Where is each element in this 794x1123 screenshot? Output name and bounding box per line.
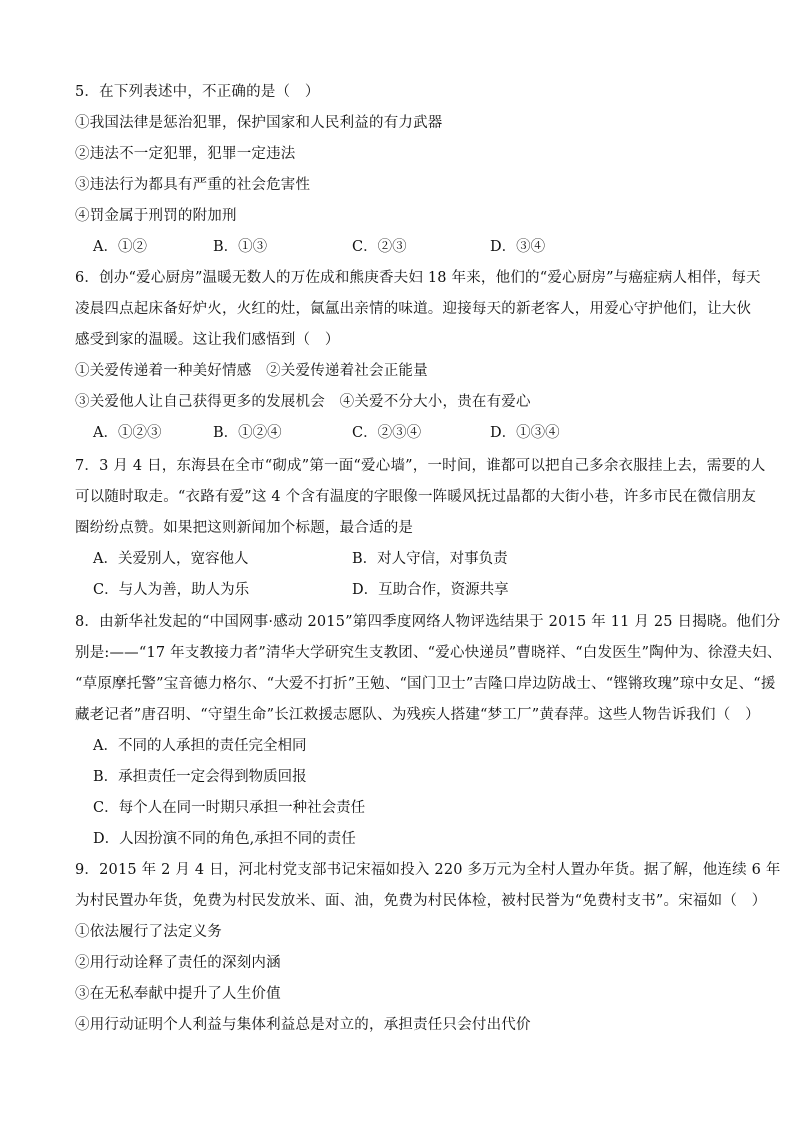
q6-item-1-2: ①关爱传递着一种美好情感 ②关爱传递着社会正能量	[75, 363, 428, 379]
q5-item-2: ②违法不一定犯罪，犯罪一定违法	[75, 146, 296, 162]
q5-item-1: ①我国法律是惩治犯罪，保护国家和人民利益的有力武器	[75, 115, 443, 131]
q6-option-a: A．①②③	[93, 425, 162, 441]
q8-option-a: A．不同的人承担的责任完全相同	[93, 738, 307, 754]
q5-option-c: C．②③	[352, 239, 407, 255]
q6-stem-line-2: 凌晨四点起床备好炉火，火红的灶，氤氲出亲情的味道。迎接每天的新老客人，用爱心守护他们，让大伙	[75, 301, 752, 317]
q5-item-3: ③违法行为都具有严重的社会危害性	[75, 177, 311, 193]
q8-stem-line-2: 别是:——“17 年支教接力者”清华大学研究生支教团、“爱心快递员”曹晓祥、“白发医生”陶仲为、徐澄夫妇、	[75, 645, 782, 661]
q7-option-c: C．与人为善，助人为乐	[93, 582, 250, 598]
q8-stem-line-3: “草原摩托警”宝音德力格尔、“大爱不打折”王勉、“国门卫士”吉隆口岸边防战士、“铿锵玫瑰”琼中女足、“援	[75, 676, 776, 692]
q6-item-3-4: ③关爱他人让自己获得更多的发展机会 ④关爱不分大小，贵在有爱心	[75, 394, 531, 410]
q8-option-d: D．人因扮演不同的角色,承担不同的责任	[93, 831, 356, 847]
q5-item-4: ④罚金属于刑罚的附加刑	[75, 208, 237, 224]
q7-option-d: D．互助合作，资源共享	[352, 582, 509, 598]
q8-stem-line-4: 藏老记者”唐召明、“守望生命”长江救援志愿队、为残疾人搭建“梦工厂”黄春萍。这些人物告诉我们（ ）	[75, 707, 760, 723]
q9-stem-line-2: 为村民置办年货，免费为村民发放米、面、油，免费为村民体检，被村民誉为“免费村支书”。宋福如（ ）	[75, 893, 767, 909]
q9-item-4: ④用行动证明个人利益与集体利益总是对立的，承担责任只会付出代价	[75, 1017, 531, 1033]
q9-item-2: ②用行动诠释了责任的深刻内涵	[75, 955, 281, 971]
q9-item-3: ③在无私奉献中提升了人生价值	[75, 986, 281, 1002]
q6-option-d: D．①③④	[490, 425, 560, 441]
q8-option-c: C．每个人在同一时期只承担一种社会责任	[93, 800, 366, 816]
q5-option-a: A．①②	[93, 239, 147, 255]
q9-stem-line-1: 9．2015 年 2 月 4 日，河北村党支部书记宋福如投入 220 多万元为全村人置办年货。据了解，他连续 6 年	[75, 862, 781, 878]
q7-stem-line-1: 7．3 月 4 日，东海县在全市“砌成”第一面“爱心墙”，一时间，谁都可以把自己多余衣服挂上去，需要的人	[75, 458, 766, 474]
q9-item-1: ①依法履行了法定义务	[75, 924, 222, 940]
q6-option-c: C．②③④	[352, 425, 422, 441]
q5-option-b: B．①③	[213, 239, 268, 255]
q5-option-d: D．③④	[490, 239, 546, 255]
q5-stem: 5．在下列表述中，不正确的是（ ）	[75, 84, 320, 100]
q7-option-b: B．对人守信，对事负责	[352, 551, 508, 567]
q6-option-b: B．①②④	[213, 425, 282, 441]
q6-stem-line-3: 感受到家的温暖。这让我们感悟到（ ）	[75, 332, 340, 348]
q8-option-b: B．承担责任一定会得到物质回报	[93, 769, 307, 785]
q7-stem-line-2: 可以随时取走。“衣路有爱”这 4 个含有温度的字眼像一阵暖风抚过晶都的大街小巷，许多市民在微信朋友	[75, 489, 757, 505]
q7-option-a: A．关爱别人，宽容他人	[93, 551, 249, 567]
q6-stem-line-1: 6．创办“爱心厨房”温暖无数人的万佐成和熊庚香夫妇 18 年来，他们的“爱心厨房”与癌症病人相伴，每天	[75, 270, 761, 286]
q8-stem-line-1: 8．由新华社发起的“中国网事·感动 2015”第四季度网络人物评选结果于 2015 年 11 月 25 日揭晓。他们分	[75, 614, 781, 630]
q7-stem-line-3: 圈纷纷点赞。如果把这则新闻加个标题，最合适的是	[75, 520, 414, 536]
